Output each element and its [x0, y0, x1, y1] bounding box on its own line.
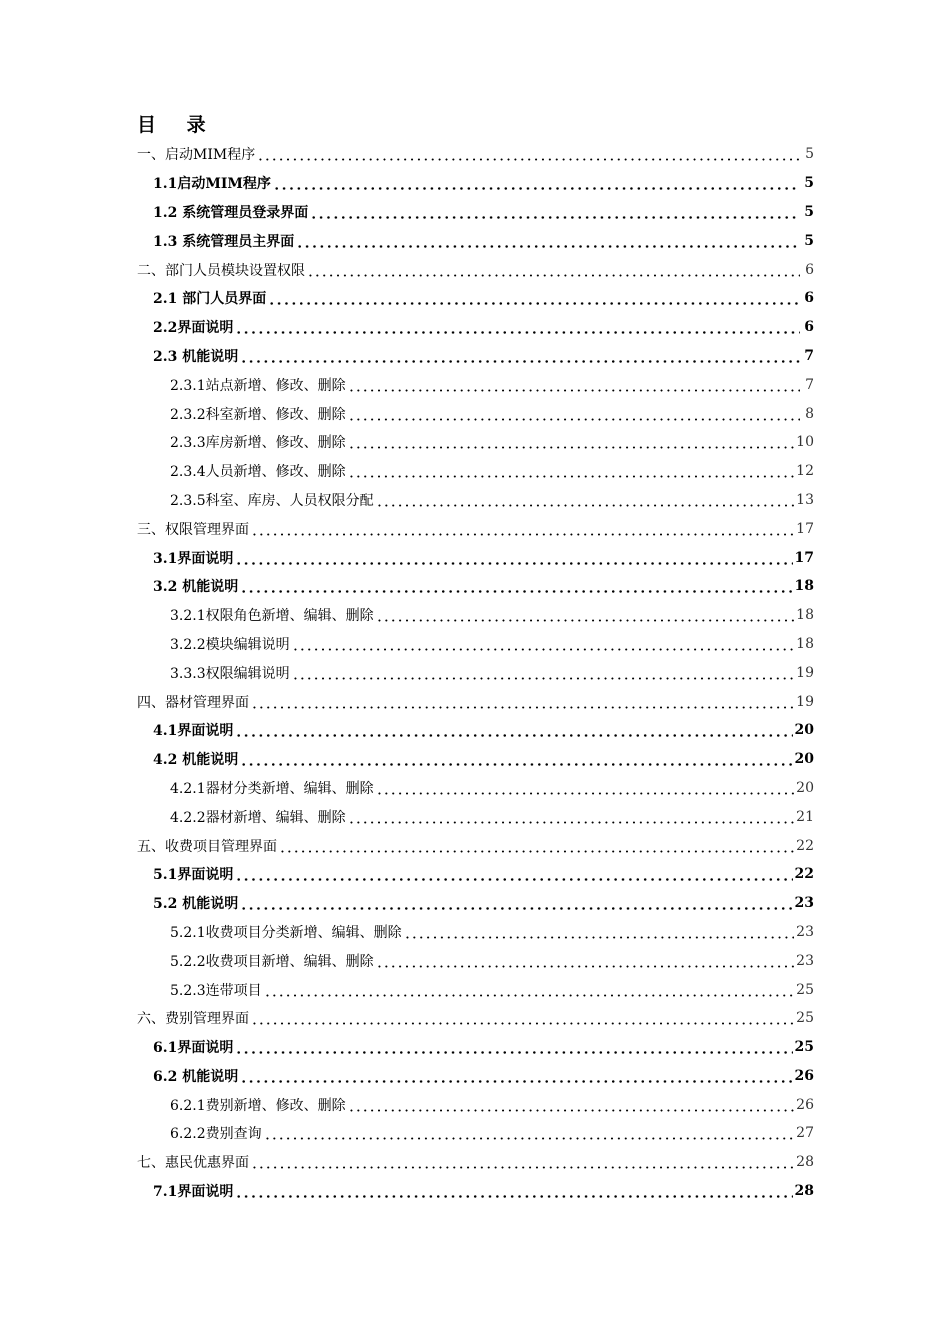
toc-entry[interactable] [0, 514, 950, 543]
toc-entry-title: 7.1界面说明 [153, 1184, 234, 1201]
toc-entry-page-number: 17 [794, 549, 814, 566]
toc-dot-leader [307, 263, 800, 277]
toc-dot-leader [240, 1069, 792, 1083]
toc-entry-page-number: 28 [794, 1183, 814, 1200]
toc-dot-leader [268, 291, 800, 305]
toc-entry-title: 2.3.1站点新增、修改、删除 [170, 377, 346, 394]
toc-dot-leader [251, 522, 794, 536]
toc-entry[interactable] [0, 399, 950, 428]
toc-entry-title: 三、权限管理界面 [137, 521, 249, 538]
toc-entry-title: 3.2 机能说明 [153, 579, 239, 596]
toc-entry-page-number: 6 [804, 290, 814, 307]
toc-entry-page-number: 26 [796, 1096, 814, 1113]
toc-entry[interactable] [0, 1119, 950, 1148]
toc-dot-leader [251, 695, 794, 709]
toc-entry[interactable] [0, 169, 950, 198]
toc-dot-leader [376, 608, 795, 622]
toc-entry-title: 3.2.1权限角色新增、编辑、删除 [170, 608, 374, 625]
toc-entry[interactable] [0, 1033, 950, 1062]
toc-entry[interactable] [0, 687, 950, 716]
toc-entry[interactable] [0, 457, 950, 486]
toc-entry-page-number: 17 [796, 520, 814, 537]
toc-entry-title: 2.3.5科室、库房、人员权限分配 [170, 492, 374, 509]
toc-entry[interactable] [0, 1090, 950, 1119]
toc-entry-page-number: 13 [796, 491, 814, 508]
toc-entry-page-number: 20 [796, 779, 814, 796]
toc-entry[interactable] [0, 601, 950, 630]
toc-entry-page-number: 12 [796, 463, 814, 480]
toc-entry-title: 6.2 机能说明 [153, 1068, 239, 1085]
toc-dot-leader [240, 752, 792, 766]
toc-entry-page-number: 7 [804, 347, 814, 364]
toc-entry[interactable] [0, 486, 950, 515]
toc-entry-title: 1.3 系统管理员主界面 [153, 233, 295, 250]
toc-entry[interactable] [0, 1148, 950, 1177]
toc-entry-title: 4.2 机能说明 [153, 752, 239, 769]
toc-entry-title: 4.2.2器材新增、编辑、删除 [170, 809, 346, 826]
toc-list [0, 140, 950, 1205]
toc-entry[interactable] [0, 860, 950, 889]
toc-entry-title: 2.3 机能说明 [153, 348, 239, 365]
toc-entry-title: 6.2.2费别查询 [170, 1126, 262, 1143]
toc-entry-title: 2.1 部门人员界面 [153, 291, 267, 308]
toc-entry[interactable] [0, 831, 950, 860]
toc-dot-leader [292, 666, 795, 680]
toc-dot-leader [240, 896, 792, 910]
toc-entry[interactable] [0, 543, 950, 572]
toc-entry[interactable] [0, 1004, 950, 1033]
toc-dot-leader [235, 551, 792, 565]
toc-entry[interactable] [0, 918, 950, 947]
toc-entry-page-number: 5 [805, 146, 814, 163]
toc-dot-leader [235, 1184, 792, 1198]
toc-entry[interactable] [0, 226, 950, 255]
toc-entry[interactable] [0, 572, 950, 601]
toc-entry-page-number: 5 [804, 232, 814, 249]
toc-entry[interactable] [0, 745, 950, 774]
toc-entry-page-number: 26 [794, 1067, 814, 1084]
toc-dot-leader [348, 407, 800, 421]
toc-dot-leader [376, 493, 795, 507]
toc-dot-leader [251, 1011, 794, 1025]
toc-entry-title: 5.1界面说明 [153, 867, 234, 884]
toc-entry-page-number: 27 [796, 1125, 814, 1142]
toc-entry-title: 1.2 系统管理员登录界面 [153, 204, 309, 221]
toc-entry-title: 2.3.3库房新增、修改、删除 [170, 435, 346, 452]
toc-entry-page-number: 28 [796, 1154, 814, 1171]
toc-entry-page-number: 25 [796, 981, 814, 998]
toc-entry-title: 二、部门人员模块设置权限 [137, 262, 305, 279]
toc-entry[interactable] [0, 313, 950, 342]
toc-dot-leader [292, 637, 795, 651]
toc-entry-page-number: 6 [804, 319, 814, 336]
toc-entry-title: 6.1界面说明 [153, 1040, 234, 1057]
toc-dot-leader [240, 349, 800, 363]
toc-entry-title: 5.2 机能说明 [153, 896, 239, 913]
toc-entry[interactable] [0, 889, 950, 918]
toc-entry-page-number: 23 [794, 895, 814, 912]
toc-entry-title: 3.1界面说明 [153, 550, 234, 567]
toc-dot-leader [404, 925, 795, 939]
toc-dot-leader [235, 1040, 792, 1054]
toc-entry[interactable] [0, 802, 950, 831]
toc-entry-page-number: 19 [796, 664, 814, 681]
toc-entry-page-number: 6 [805, 261, 814, 278]
toc-dot-leader [264, 983, 795, 997]
toc-entry[interactable] [0, 1062, 950, 1091]
toc-dot-leader [251, 1155, 794, 1169]
toc-entry-title: 6.2.1费别新增、修改、删除 [170, 1097, 346, 1114]
toc-entry[interactable] [0, 370, 950, 399]
toc-entry-page-number: 19 [796, 693, 814, 710]
toc-entry-page-number: 23 [796, 923, 814, 940]
toc-entry-page-number: 18 [794, 578, 814, 595]
toc-dot-leader [310, 205, 800, 219]
toc-dot-leader [348, 464, 795, 478]
toc-entry[interactable] [0, 342, 950, 371]
toc-entry-page-number: 8 [805, 405, 814, 422]
toc-entry-title: 2.3.4人员新增、修改、删除 [170, 464, 346, 481]
toc-entry-page-number: 18 [796, 635, 814, 652]
toc-entry-page-number: 10 [796, 434, 814, 451]
toc-entry-title: 5.2.3连带项目 [170, 982, 262, 999]
toc-entry-page-number: 25 [794, 1039, 814, 1056]
toc-dot-leader [348, 810, 795, 824]
toc-entry-page-number: 25 [796, 1010, 814, 1027]
toc-entry-title: 四、器材管理界面 [137, 694, 249, 711]
toc-title: 目 录 [137, 114, 218, 136]
toc-dot-leader [279, 839, 794, 853]
toc-dot-leader [264, 1126, 795, 1140]
toc-entry-title: 六、费别管理界面 [137, 1011, 249, 1028]
toc-entry[interactable] [0, 255, 950, 284]
toc-entry-page-number: 20 [794, 722, 814, 739]
toc-entry-page-number: 18 [796, 607, 814, 624]
toc-dot-leader [348, 1098, 795, 1112]
toc-entry-page-number: 22 [796, 837, 814, 854]
toc-entry[interactable] [0, 198, 950, 227]
toc-dot-leader [348, 378, 800, 392]
toc-dot-leader [296, 234, 800, 248]
toc-entry-page-number: 5 [804, 175, 814, 192]
toc-dot-leader [240, 579, 792, 593]
toc-entry-title: 3.3.3权限编辑说明 [170, 665, 290, 682]
toc-entry-page-number: 22 [794, 866, 814, 883]
toc-entry-title: 4.2.1器材分类新增、编辑、删除 [170, 780, 374, 797]
toc-entry[interactable] [0, 630, 950, 659]
toc-entry-title: 3.2.2模块编辑说明 [170, 636, 290, 653]
toc-dot-leader [235, 320, 800, 334]
toc-entry[interactable] [0, 658, 950, 687]
toc-dot-leader [273, 176, 800, 190]
toc-entry-page-number: 23 [796, 952, 814, 969]
toc-entry-title: 4.1界面说明 [153, 723, 234, 740]
toc-entry-title: 5.2.1收费项目分类新增、编辑、删除 [170, 924, 402, 941]
toc-entry[interactable] [0, 284, 950, 313]
toc-entry-title: 五、收费项目管理界面 [137, 838, 277, 855]
toc-entry[interactable] [0, 140, 950, 169]
toc-entry-title: 2.3.2科室新增、修改、删除 [170, 406, 346, 423]
toc-entry-page-number: 7 [805, 376, 814, 393]
toc-dot-leader [235, 723, 792, 737]
toc-entry-page-number: 21 [796, 808, 814, 825]
toc-entry[interactable] [0, 428, 950, 457]
toc-dot-leader [348, 435, 795, 449]
toc-entry-title: 七、惠民优惠界面 [137, 1155, 249, 1172]
toc-dot-leader [257, 147, 800, 161]
toc-entry-page-number: 5 [804, 203, 814, 220]
toc-dot-leader [376, 781, 795, 795]
toc-dot-leader [376, 954, 795, 968]
toc-entry[interactable] [0, 946, 950, 975]
toc-entry[interactable] [0, 1177, 950, 1206]
toc-entry-title: 2.2界面说明 [153, 320, 234, 337]
toc-entry-page-number: 20 [794, 751, 814, 768]
toc-entry[interactable] [0, 774, 950, 803]
toc-entry[interactable] [0, 975, 950, 1004]
toc-dot-leader [235, 867, 792, 881]
toc-entry-title: 一、启动MIM程序 [137, 147, 256, 164]
toc-entry[interactable] [0, 716, 950, 745]
toc-entry-title: 5.2.2收费项目新增、编辑、删除 [170, 953, 374, 970]
toc-entry-title: 1.1启动MIM程序 [153, 176, 271, 193]
